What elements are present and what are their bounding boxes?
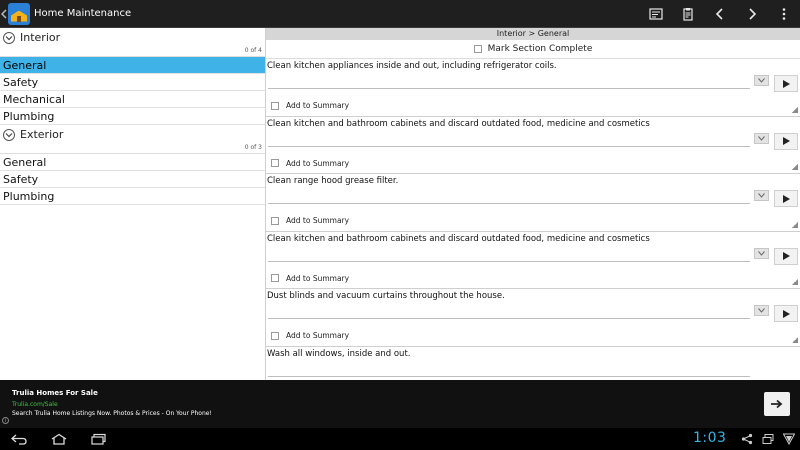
task-play-button[interactable] <box>774 133 798 150</box>
sidebar-item-interior-general[interactable] <box>0 57 265 74</box>
chevron-down-icon <box>3 32 15 44</box>
add-to-summary-checkbox[interactable] <box>271 332 279 340</box>
play-icon <box>783 195 790 203</box>
navigate-up-icon[interactable] <box>0 0 8 28</box>
section-sidebar <box>0 28 266 380</box>
add-to-summary-row[interactable] <box>271 274 349 283</box>
resize-corner-icon <box>792 107 798 113</box>
sidebar-item-label: Safety <box>3 75 39 89</box>
task-dropdown-button[interactable] <box>754 248 769 259</box>
ad-go-button[interactable] <box>764 392 790 416</box>
group-progress-count: 0 of 4 <box>0 47 265 57</box>
add-to-summary-checkbox[interactable] <box>271 102 279 110</box>
task-dropdown-button[interactable] <box>754 133 769 144</box>
group-label: Interior <box>20 31 61 44</box>
sidebar-item-label: Plumbing <box>3 109 55 123</box>
window-icon[interactable] <box>761 432 775 446</box>
task-item <box>266 174 800 232</box>
chevron-down-icon <box>758 136 765 141</box>
clock: 1:03 <box>693 430 727 446</box>
sidebar-item-exterior-plumbing[interactable] <box>0 188 265 205</box>
add-to-summary-label: Add to Summary <box>286 331 350 340</box>
task-play-button[interactable] <box>774 190 798 207</box>
task-list <box>266 59 800 380</box>
add-to-summary-row[interactable] <box>271 216 349 225</box>
mark-section-complete-row[interactable] <box>266 40 800 59</box>
overflow-menu-button[interactable] <box>768 0 800 28</box>
action-bar <box>0 0 800 28</box>
share-icon[interactable] <box>740 432 754 446</box>
system-nav-bar <box>0 428 800 450</box>
add-to-summary-checkbox[interactable] <box>271 274 279 282</box>
task-item <box>266 117 800 175</box>
sidebar-item-label: Mechanical <box>3 92 65 106</box>
mark-complete-label: Mark Section Complete <box>487 44 593 54</box>
resize-corner-icon <box>792 164 798 170</box>
group-header-exterior[interactable] <box>0 125 265 144</box>
task-note-input[interactable] <box>268 79 750 89</box>
task-play-button[interactable] <box>774 75 798 92</box>
sidebar-item-interior-plumbing[interactable] <box>0 108 265 125</box>
task-title: Clean kitchen appliances inside and out, including refrigerator coils. <box>267 61 557 71</box>
wifi-icon <box>782 432 796 446</box>
add-to-summary-label: Add to Summary <box>286 216 350 225</box>
task-play-button[interactable] <box>774 248 798 265</box>
task-item <box>266 59 800 117</box>
next-button[interactable] <box>736 0 768 28</box>
ad-info-icon[interactable]: i <box>2 417 9 424</box>
sidebar-item-exterior-general[interactable] <box>0 154 265 171</box>
add-to-summary-label: Add to Summary <box>286 158 350 168</box>
summary-icon <box>649 7 663 21</box>
ad-description: Search Trulia Home Listings Now. Photos & Prices - On Your Phone! <box>12 410 212 417</box>
ad-title[interactable]: Trulia Homes For Sale <box>12 389 98 397</box>
task-note-input[interactable] <box>268 252 750 262</box>
app-logo-icon[interactable] <box>8 3 30 25</box>
app-title: Home Maintenance <box>34 8 132 19</box>
summary-button[interactable] <box>640 0 672 28</box>
resize-corner-icon <box>792 222 798 228</box>
task-panel <box>266 28 800 380</box>
back-button[interactable] <box>8 431 30 447</box>
sidebar-item-label: Safety <box>3 172 39 186</box>
task-play-button[interactable] <box>774 305 798 322</box>
breadcrumb: Interior > General <box>266 28 800 40</box>
group-label: Exterior <box>20 128 64 141</box>
sidebar-item-label: Plumbing <box>3 189 55 203</box>
chevron-down-icon <box>758 78 765 83</box>
task-note-input[interactable] <box>268 137 750 147</box>
previous-button[interactable] <box>704 0 736 28</box>
ad-banner[interactable] <box>0 380 800 428</box>
add-to-summary-label: Add to Summary <box>286 101 350 110</box>
add-to-summary-row[interactable] <box>271 159 349 168</box>
task-title: Wash all windows, inside and out. <box>267 348 411 359</box>
add-to-summary-label: Add to Summary <box>286 273 350 283</box>
task-item <box>266 232 800 290</box>
overflow-menu-icon <box>777 7 791 21</box>
add-to-summary-row[interactable] <box>271 331 349 340</box>
task-item <box>266 347 800 381</box>
task-title: Clean kitchen and bathroom cabinets and discard outdated food, medicine and cosmetics <box>267 118 650 129</box>
sidebar-item-label: General <box>3 58 47 72</box>
recent-apps-button[interactable] <box>88 431 110 447</box>
recent-apps-icon <box>90 433 108 445</box>
resize-corner-icon <box>792 337 798 343</box>
sidebar-item-interior-mechanical[interactable] <box>0 91 265 108</box>
sidebar-item-interior-safety[interactable] <box>0 74 265 91</box>
task-title: Clean kitchen and bathroom cabinets and discard outdated food, medicine and cosmetics <box>267 233 650 244</box>
task-note-input[interactable] <box>268 367 750 377</box>
clipboard-button[interactable] <box>672 0 704 28</box>
resize-corner-icon <box>792 279 798 285</box>
back-icon <box>10 433 28 445</box>
task-note-input[interactable] <box>268 309 750 319</box>
group-progress-count: 0 of 3 <box>0 144 265 154</box>
add-to-summary-row[interactable] <box>271 101 349 110</box>
task-item <box>266 289 800 347</box>
sidebar-item-exterior-safety[interactable] <box>0 171 265 188</box>
play-icon <box>783 137 790 145</box>
sidebar-item-label: General <box>3 155 47 169</box>
add-to-summary-checkbox[interactable] <box>271 217 279 225</box>
play-icon <box>783 80 790 88</box>
next-icon <box>745 7 759 21</box>
ad-url[interactable]: Trulia.com/Sale <box>12 401 58 408</box>
play-icon <box>783 252 790 260</box>
chevron-down-icon <box>758 251 765 256</box>
task-title: Dust blinds and vacuum curtains throughout the house. <box>267 291 505 301</box>
previous-icon <box>713 7 727 21</box>
play-icon <box>783 310 790 318</box>
group-header-interior[interactable] <box>0 28 265 47</box>
task-dropdown-button[interactable] <box>754 75 769 86</box>
task-dropdown-button[interactable] <box>754 305 769 316</box>
chevron-down-icon <box>3 129 15 141</box>
arrow-right-icon <box>771 399 783 409</box>
home-button[interactable] <box>48 431 70 447</box>
home-icon <box>50 433 68 445</box>
task-note-input[interactable] <box>268 194 750 204</box>
clipboard-icon <box>681 7 695 21</box>
mark-complete-checkbox[interactable] <box>474 45 482 53</box>
chevron-down-icon <box>758 193 765 198</box>
task-dropdown-button[interactable] <box>754 190 769 201</box>
task-title: Clean range hood grease filter. <box>267 176 399 186</box>
add-to-summary-checkbox[interactable] <box>271 159 279 167</box>
chevron-down-icon <box>758 308 765 313</box>
